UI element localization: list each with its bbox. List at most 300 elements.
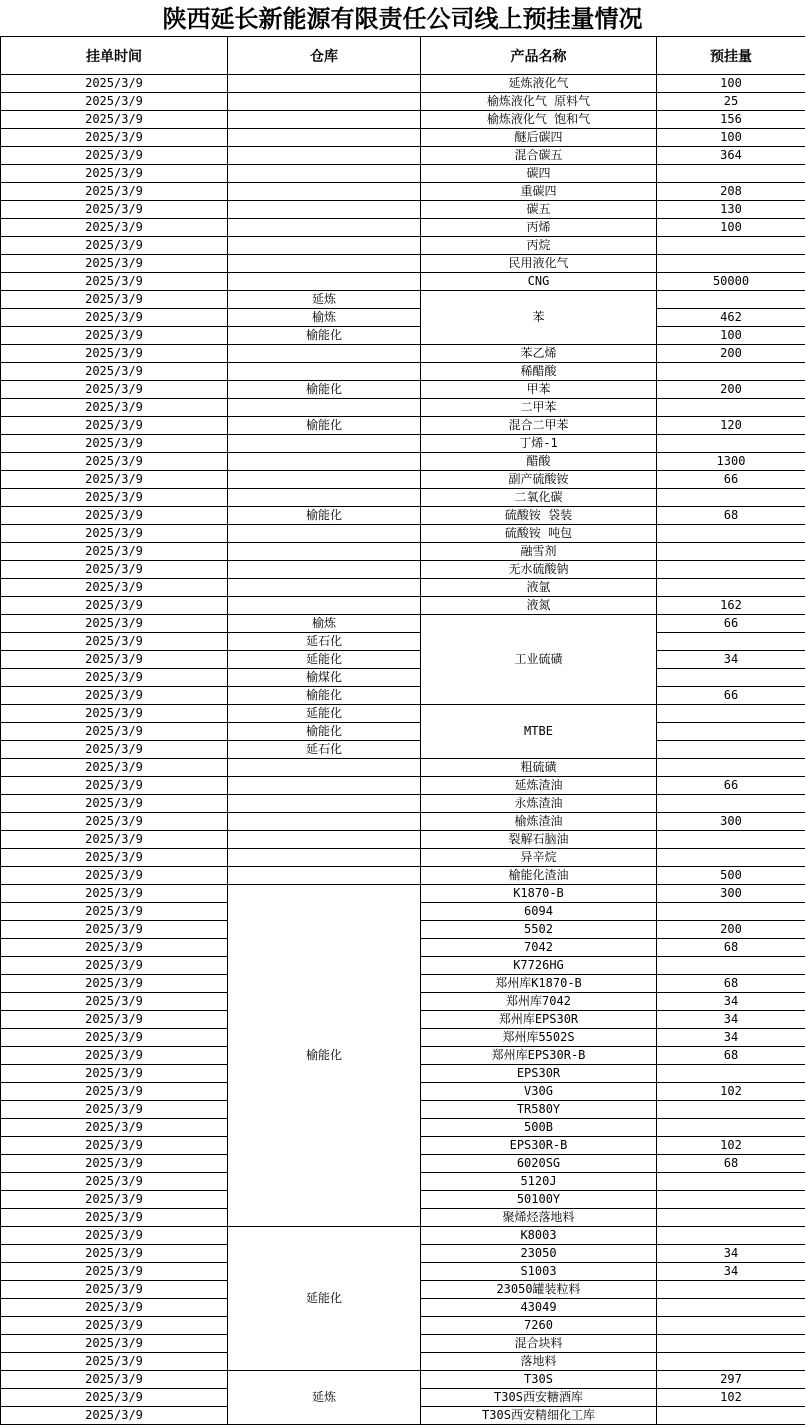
quantity-cell [657, 435, 805, 453]
quantity-cell [657, 399, 805, 417]
product-cell: 混合块料 [421, 1335, 657, 1353]
quantity-cell [657, 525, 805, 543]
quantity-cell: 162 [657, 597, 805, 615]
product-cell: 粗硫磺 [421, 759, 657, 777]
table-row [1, 849, 805, 867]
product-cell: 23050 [421, 1245, 657, 1263]
table-row [1, 795, 805, 813]
quantity-cell: 102 [657, 1083, 805, 1101]
date-cell: 2025/3/9 [1, 1155, 228, 1173]
warehouse-cell [228, 867, 421, 885]
product-cell: 7260 [421, 1317, 657, 1335]
date-cell: 2025/3/9 [1, 129, 228, 147]
quantity-cell: 200 [657, 921, 805, 939]
warehouse-cell [228, 147, 421, 165]
quantity-cell [657, 1353, 805, 1371]
date-cell: 2025/3/9 [1, 867, 228, 885]
date-cell: 2025/3/9 [1, 489, 228, 507]
date-cell: 2025/3/9 [1, 93, 228, 111]
product-cell: 延炼液化气 [421, 75, 657, 93]
product-cell: TR580Y [421, 1101, 657, 1119]
product-cell: K8003 [421, 1227, 657, 1245]
table-row [1, 741, 805, 759]
date-cell: 2025/3/9 [1, 1137, 228, 1155]
date-cell: 2025/3/9 [1, 921, 228, 939]
quantity-cell [657, 255, 805, 273]
date-cell: 2025/3/9 [1, 1281, 228, 1299]
product-cell: 榆炼渣油 [421, 813, 657, 831]
date-cell: 2025/3/9 [1, 111, 228, 129]
header-warehouse: 仓库 [228, 37, 421, 75]
quantity-cell: 34 [657, 1245, 805, 1263]
quantity-cell: 300 [657, 813, 805, 831]
date-cell: 2025/3/9 [1, 903, 228, 921]
quantity-cell: 34 [657, 1011, 805, 1029]
warehouse-cell: 榆能化 [228, 507, 421, 525]
product-cell: 6020SG [421, 1155, 657, 1173]
date-cell: 2025/3/9 [1, 1065, 228, 1083]
quantity-cell [657, 669, 805, 687]
quantity-cell: 500 [657, 867, 805, 885]
table-row [1, 273, 805, 291]
date-cell: 2025/3/9 [1, 849, 228, 867]
product-cell: 重碳四 [421, 183, 657, 201]
warehouse-cell [228, 255, 421, 273]
date-cell: 2025/3/9 [1, 1209, 228, 1227]
quantity-cell [657, 1173, 805, 1191]
quantity-cell [657, 1065, 805, 1083]
date-cell: 2025/3/9 [1, 1101, 228, 1119]
quantity-cell: 100 [657, 75, 805, 93]
quantity-cell [657, 759, 805, 777]
date-cell: 2025/3/9 [1, 417, 228, 435]
quantity-cell: 68 [657, 975, 805, 993]
table-row [1, 525, 805, 543]
date-cell: 2025/3/9 [1, 1173, 228, 1191]
product-cell: 郑州库EPS30R-B [421, 1047, 657, 1065]
date-cell: 2025/3/9 [1, 435, 228, 453]
table-row [1, 1227, 805, 1245]
quantity-cell: 50000 [657, 273, 805, 291]
date-cell: 2025/3/9 [1, 507, 228, 525]
product-cell: 丙烯 [421, 219, 657, 237]
quantity-cell: 68 [657, 1155, 805, 1173]
warehouse-cell [228, 219, 421, 237]
quantity-cell: 66 [657, 777, 805, 795]
warehouse-cell: 延石化 [228, 741, 421, 759]
quantity-cell [657, 561, 805, 579]
table-row [1, 597, 805, 615]
date-cell: 2025/3/9 [1, 309, 228, 327]
quantity-cell: 200 [657, 345, 805, 363]
table-row [1, 543, 805, 561]
warehouse-cell: 榆炼 [228, 309, 421, 327]
table-row [1, 723, 805, 741]
table-row [1, 201, 805, 219]
warehouse-cell [228, 183, 421, 201]
date-cell: 2025/3/9 [1, 705, 228, 723]
warehouse-cell: 延能化 [228, 705, 421, 723]
product-cell: 郑州库5502S [421, 1029, 657, 1047]
warehouse-cell [228, 237, 421, 255]
product-cell: T30S [421, 1371, 657, 1389]
date-cell: 2025/3/9 [1, 183, 228, 201]
product-cell: 落地料 [421, 1353, 657, 1371]
date-cell: 2025/3/9 [1, 1083, 228, 1101]
quantity-cell: 364 [657, 147, 805, 165]
product-cell: 醚后碳四 [421, 129, 657, 147]
product-cell: 丁烯-1 [421, 435, 657, 453]
warehouse-cell [228, 543, 421, 561]
table-row [1, 813, 805, 831]
date-cell: 2025/3/9 [1, 219, 228, 237]
table-row [1, 651, 805, 669]
table-row [1, 93, 805, 111]
product-cell: T30S西安糖酒库 [421, 1389, 657, 1407]
date-cell: 2025/3/9 [1, 363, 228, 381]
warehouse-cell [228, 471, 421, 489]
quantity-cell [657, 489, 805, 507]
table-row [1, 759, 805, 777]
quantity-cell [657, 363, 805, 381]
warehouse-cell [228, 597, 421, 615]
table-row [1, 363, 805, 381]
quantity-cell [657, 1299, 805, 1317]
product-cell: 甲苯 [421, 381, 657, 399]
date-cell: 2025/3/9 [1, 957, 228, 975]
product-cell: 郑州库EPS30R [421, 1011, 657, 1029]
date-cell: 2025/3/9 [1, 885, 228, 903]
product-cell: 榆炼液化气 饱和气 [421, 111, 657, 129]
table-body [1, 75, 805, 1425]
date-cell: 2025/3/9 [1, 399, 228, 417]
product-cell: 23050罐装粒料 [421, 1281, 657, 1299]
product-cell: S1003 [421, 1263, 657, 1281]
warehouse-cell [228, 363, 421, 381]
warehouse-cell [228, 759, 421, 777]
quantity-cell [657, 1317, 805, 1335]
quantity-cell [657, 543, 805, 561]
product-cell: K1870-B [421, 885, 657, 903]
product-cell: 永炼渣油 [421, 795, 657, 813]
date-cell: 2025/3/9 [1, 471, 228, 489]
date-cell: 2025/3/9 [1, 165, 228, 183]
table-row [1, 417, 805, 435]
date-cell: 2025/3/9 [1, 561, 228, 579]
product-cell: CNG [421, 273, 657, 291]
product-cell: 碳四 [421, 165, 657, 183]
warehouse-cell: 延石化 [228, 633, 421, 651]
date-cell: 2025/3/9 [1, 1011, 228, 1029]
warehouse-cell [228, 399, 421, 417]
warehouse-cell: 延能化 [228, 651, 421, 669]
quantity-cell [657, 1281, 805, 1299]
product-cell: 副产硫酸铵 [421, 471, 657, 489]
warehouse-cell [228, 561, 421, 579]
product-cell: 郑州库7042 [421, 993, 657, 1011]
product-cell: 5502 [421, 921, 657, 939]
table-row [1, 309, 805, 327]
warehouse-cell: 榆能化 [228, 381, 421, 399]
product-cell: 郑州库K1870-B [421, 975, 657, 993]
table-row [1, 291, 805, 309]
date-cell: 2025/3/9 [1, 1299, 228, 1317]
date-cell: 2025/3/9 [1, 831, 228, 849]
quantity-cell [657, 633, 805, 651]
date-cell: 2025/3/9 [1, 147, 228, 165]
quantity-cell: 102 [657, 1137, 805, 1155]
header-product: 产品名称 [421, 37, 657, 75]
quantity-cell [657, 705, 805, 723]
warehouse-cell [228, 525, 421, 543]
warehouse-cell [228, 579, 421, 597]
quantity-cell [657, 849, 805, 867]
date-cell: 2025/3/9 [1, 813, 228, 831]
table-row [1, 111, 805, 129]
date-cell: 2025/3/9 [1, 381, 228, 399]
quantity-cell [657, 1119, 805, 1137]
product-cell: MTBE [421, 705, 657, 759]
warehouse-cell [228, 273, 421, 291]
quantity-cell: 68 [657, 507, 805, 525]
date-cell: 2025/3/9 [1, 651, 228, 669]
quantity-cell: 34 [657, 651, 805, 669]
product-cell: T30S西安精细化工库 [421, 1407, 657, 1425]
product-cell: 苯乙烯 [421, 345, 657, 363]
date-cell: 2025/3/9 [1, 1263, 228, 1281]
quantity-cell [657, 795, 805, 813]
product-cell: 融雪剂 [421, 543, 657, 561]
quantity-cell [657, 237, 805, 255]
quantity-cell [657, 1209, 805, 1227]
date-cell: 2025/3/9 [1, 75, 228, 93]
table-row [1, 219, 805, 237]
quantity-cell [657, 1407, 805, 1425]
table-row [1, 633, 805, 651]
quantity-cell: 68 [657, 1047, 805, 1065]
date-cell: 2025/3/9 [1, 993, 228, 1011]
product-cell: V30G [421, 1083, 657, 1101]
date-cell: 2025/3/9 [1, 525, 228, 543]
quantity-cell: 100 [657, 129, 805, 147]
warehouse-cell: 榆能化 [228, 687, 421, 705]
date-cell: 2025/3/9 [1, 1191, 228, 1209]
quantity-cell: 68 [657, 939, 805, 957]
date-cell: 2025/3/9 [1, 1227, 228, 1245]
quantity-cell [657, 741, 805, 759]
table-row [1, 705, 805, 723]
date-cell: 2025/3/9 [1, 669, 228, 687]
product-cell: 碳五 [421, 201, 657, 219]
product-cell: EPS30R [421, 1065, 657, 1083]
warehouse-cell [228, 435, 421, 453]
table-row [1, 561, 805, 579]
product-cell: 6094 [421, 903, 657, 921]
quantity-cell [657, 723, 805, 741]
product-cell: 二氧化碳 [421, 489, 657, 507]
page-title: 陕西延长新能源有限责任公司线上预挂量情况 [162, 5, 643, 33]
date-cell: 2025/3/9 [1, 543, 228, 561]
product-cell: 丙烷 [421, 237, 657, 255]
date-cell: 2025/3/9 [1, 1245, 228, 1263]
quantity-cell: 297 [657, 1371, 805, 1389]
table-row [1, 831, 805, 849]
warehouse-cell [228, 201, 421, 219]
table-row [1, 255, 805, 273]
table-row [1, 579, 805, 597]
table-row [1, 147, 805, 165]
product-cell: 二甲苯 [421, 399, 657, 417]
product-cell: 硫酸铵 袋装 [421, 507, 657, 525]
date-cell: 2025/3/9 [1, 615, 228, 633]
quantity-cell [657, 1335, 805, 1353]
date-cell: 2025/3/9 [1, 291, 228, 309]
quantity-cell: 66 [657, 615, 805, 633]
header-row [1, 37, 805, 75]
warehouse-cell [228, 93, 421, 111]
warehouse-cell: 延炼 [228, 291, 421, 309]
date-cell: 2025/3/9 [1, 1353, 228, 1371]
date-cell: 2025/3/9 [1, 201, 228, 219]
warehouse-cell [228, 129, 421, 147]
warehouse-cell [228, 831, 421, 849]
date-cell: 2025/3/9 [1, 1407, 228, 1425]
quantity-cell: 130 [657, 201, 805, 219]
product-cell: 7042 [421, 939, 657, 957]
quantity-cell [657, 831, 805, 849]
product-cell: 液氩 [421, 579, 657, 597]
date-cell: 2025/3/9 [1, 597, 228, 615]
product-cell: 裂解石脑油 [421, 831, 657, 849]
quantity-cell: 120 [657, 417, 805, 435]
date-cell: 2025/3/9 [1, 327, 228, 345]
product-cell: EPS30R-B [421, 1137, 657, 1155]
table-row [1, 237, 805, 255]
warehouse-cell [228, 489, 421, 507]
table-row [1, 165, 805, 183]
warehouse-cell: 榆能化 [228, 327, 421, 345]
quantity-cell: 300 [657, 885, 805, 903]
table-row [1, 399, 805, 417]
date-cell: 2025/3/9 [1, 273, 228, 291]
date-cell: 2025/3/9 [1, 1029, 228, 1047]
date-cell: 2025/3/9 [1, 1317, 228, 1335]
date-cell: 2025/3/9 [1, 1335, 228, 1353]
date-cell: 2025/3/9 [1, 939, 228, 957]
quantity-cell [657, 957, 805, 975]
date-cell: 2025/3/9 [1, 1119, 228, 1137]
quantity-cell: 208 [657, 183, 805, 201]
product-cell: 液氮 [421, 597, 657, 615]
product-cell: 民用液化气 [421, 255, 657, 273]
date-cell: 2025/3/9 [1, 723, 228, 741]
table-row [1, 507, 805, 525]
warehouse-cell [228, 453, 421, 471]
quantity-cell: 156 [657, 111, 805, 129]
warehouse-cell: 榆能化 [228, 885, 421, 1227]
quantity-cell: 25 [657, 93, 805, 111]
table-row [1, 381, 805, 399]
table-row [1, 435, 805, 453]
quantity-cell: 34 [657, 1029, 805, 1047]
table-row [1, 885, 805, 903]
quantity-cell [657, 291, 805, 309]
date-cell: 2025/3/9 [1, 579, 228, 597]
warehouse-cell [228, 75, 421, 93]
product-cell: K7726HG [421, 957, 657, 975]
table-row [1, 1371, 805, 1389]
quantity-cell: 102 [657, 1389, 805, 1407]
quantity-cell: 66 [657, 687, 805, 705]
quantity-cell [657, 579, 805, 597]
warehouse-cell [228, 777, 421, 795]
quantity-cell [657, 1191, 805, 1209]
date-cell: 2025/3/9 [1, 633, 228, 651]
table-row [1, 777, 805, 795]
table-row [1, 327, 805, 345]
product-cell: 延炼渣油 [421, 777, 657, 795]
product-cell: 50100Y [421, 1191, 657, 1209]
table-row [1, 471, 805, 489]
table-row [1, 453, 805, 471]
warehouse-cell [228, 795, 421, 813]
date-cell: 2025/3/9 [1, 759, 228, 777]
product-cell: 混合二甲苯 [421, 417, 657, 435]
date-cell: 2025/3/9 [1, 237, 228, 255]
product-cell: 聚烯烃落地料 [421, 1209, 657, 1227]
date-cell: 2025/3/9 [1, 345, 228, 363]
warehouse-cell [228, 165, 421, 183]
product-cell: 43049 [421, 1299, 657, 1317]
warehouse-cell: 榆能化 [228, 723, 421, 741]
warehouse-cell: 榆能化 [228, 417, 421, 435]
date-cell: 2025/3/9 [1, 1371, 228, 1389]
table-row [1, 345, 805, 363]
date-cell: 2025/3/9 [1, 1047, 228, 1065]
date-cell: 2025/3/9 [1, 453, 228, 471]
date-cell: 2025/3/9 [1, 687, 228, 705]
quantity-cell [657, 1227, 805, 1245]
product-cell: 异辛烷 [421, 849, 657, 867]
warehouse-cell: 延能化 [228, 1227, 421, 1371]
quantity-cell [657, 1101, 805, 1119]
product-cell: 榆炼液化气 原料气 [421, 93, 657, 111]
date-cell: 2025/3/9 [1, 1389, 228, 1407]
quantity-cell [657, 165, 805, 183]
quantity-cell: 200 [657, 381, 805, 399]
quantity-cell: 34 [657, 993, 805, 1011]
quantity-cell [657, 903, 805, 921]
date-cell: 2025/3/9 [1, 795, 228, 813]
date-cell: 2025/3/9 [1, 255, 228, 273]
date-cell: 2025/3/9 [1, 741, 228, 759]
product-cell: 5120J [421, 1173, 657, 1191]
table-row [1, 867, 805, 885]
product-cell: 混合碳五 [421, 147, 657, 165]
product-cell: 500B [421, 1119, 657, 1137]
product-cell: 苯 [421, 291, 657, 345]
table-row [1, 129, 805, 147]
table-row [1, 75, 805, 93]
warehouse-cell: 榆煤化 [228, 669, 421, 687]
header-quantity: 预挂量 [657, 37, 805, 75]
warehouse-cell [228, 111, 421, 129]
warehouse-cell [228, 849, 421, 867]
product-cell: 无水硫酸钠 [421, 561, 657, 579]
table-row [1, 687, 805, 705]
quantity-cell: 100 [657, 327, 805, 345]
header-date: 挂单时间 [1, 37, 228, 75]
